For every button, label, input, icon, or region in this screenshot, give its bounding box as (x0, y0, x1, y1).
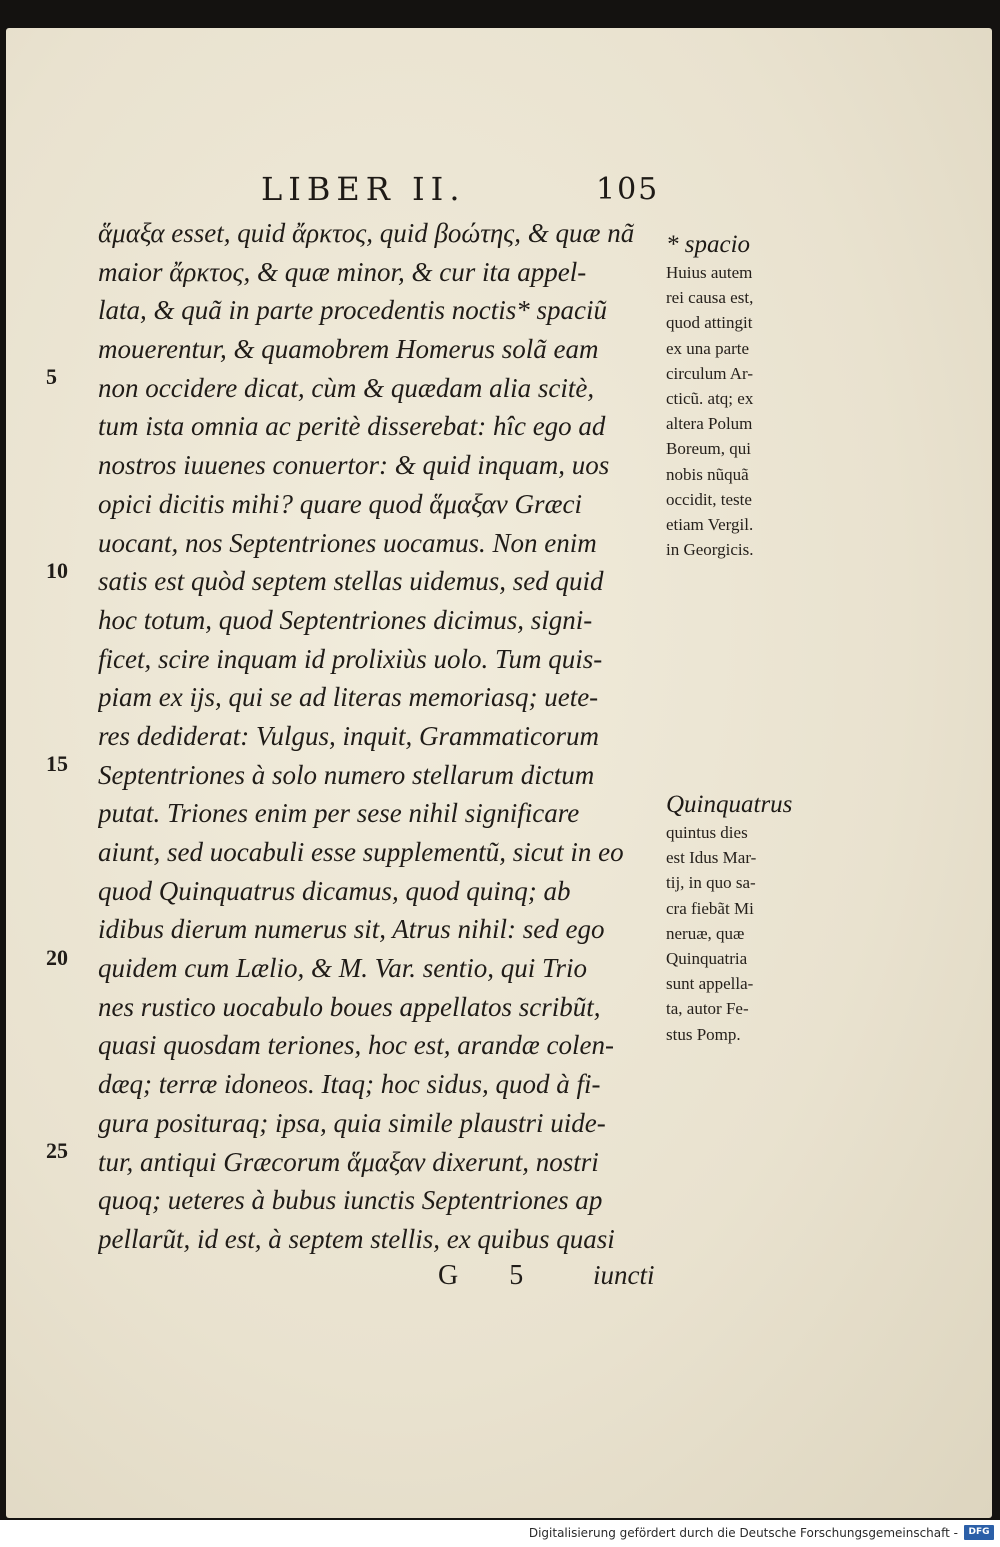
book-page (6, 28, 992, 1518)
margin-note-line: quintus dies (666, 823, 748, 842)
margin-note-line: nobis nũquã (666, 464, 749, 484)
margin-note-line: stus Pomp. (666, 1024, 741, 1044)
text-line: hoc totum, quod Septentriones dicimus, signi- (98, 604, 593, 635)
text-line: opici dicitis mihi? quare quod ἅμαξαν Græci (98, 488, 582, 519)
margin-note-line: cra fiebãt Mi (666, 898, 754, 918)
text-line: ficet, scire inquam id prolixiùs uolo. Tum quis- (98, 643, 603, 674)
text-line: aiunt, sed uocabuli esse supplementũ, sicut in eo (98, 837, 624, 867)
line-number: 15 (46, 751, 68, 776)
text-line: nes rustico uocabulo boues appellatos scribũt, (98, 991, 601, 1022)
text-line: putat. Triones enim per sese nihil significare (98, 798, 580, 829)
text-line: uocant, nos Septentriones uocamus. Non enim (98, 527, 597, 558)
margin-note-line: tij, in quo sa- (666, 873, 756, 893)
margin-note-line: in Georgicis. (666, 540, 754, 560)
margin-note-line: altera Polum (666, 414, 753, 434)
margin-note-line: neruæ, quæ (666, 923, 745, 943)
margin-note-line: ex una parte (666, 338, 750, 358)
signature-line (438, 1260, 673, 1300)
text-line: tur, antiqui Græcorum ἅμαξαν dixerunt, nostri (98, 1146, 599, 1177)
running-head: LIBER II. (261, 170, 466, 208)
text-line: satis est quòd septem stellas uidemus, sed quid (98, 566, 604, 597)
text-line: idibus dierum numerus sit, Atrus nihil: sed ego (98, 914, 605, 945)
margin-note-quinquatrus (666, 790, 826, 1047)
margin-note-line: cticũ. atq; ex (666, 389, 754, 409)
text-line: lata, & quã in parte procedentis noctis* spaciũ (98, 295, 607, 326)
line-number: 20 (46, 945, 68, 970)
margin-note-title: Quinquatrus (666, 791, 793, 818)
margin-note-line: ta, autor Fe- (666, 999, 749, 1019)
text-line: Septentriones à solo numero stellarum dictum (98, 759, 595, 790)
text-line: non occidere dicat, cùm & quædam alia scitè, (98, 372, 595, 403)
margin-note-line: etiam Vergil. (666, 515, 754, 535)
text-line: tum ista omnia ac peritè disserebat: hîc ego ad (98, 411, 606, 442)
text-line: quoq; ueteres à bubus iunctis Septentriones ap (98, 1185, 603, 1216)
margin-note-line: quod attingit (666, 313, 753, 333)
text-line: mouerentur, & quamobrem Homerus solã eam (98, 334, 599, 365)
signature-mark: G 5 (438, 1260, 546, 1291)
margin-note-title: * spacio (666, 231, 751, 258)
line-number: 25 (46, 1138, 68, 1163)
text-line: res dediderat: Vulgus, inquit, Grammaticorum (98, 720, 599, 751)
margin-note-line: circulum Ar- (666, 363, 753, 383)
margin-note-line: Quinquatria (666, 949, 748, 969)
margin-note-spacio (666, 230, 826, 562)
dfg-logo: DFG (964, 1525, 994, 1540)
margin-note-line: occidit, teste (666, 489, 752, 509)
margin-note-line: Huius autem (666, 263, 753, 282)
text-line: gura posituraq; ipsa, quia simile plaustri uide- (98, 1107, 606, 1138)
margin-note-line: est Idus Mar- (666, 848, 757, 868)
text-line: nostros iuuenes conuertor: & quid inquam, uos (98, 450, 610, 481)
page-header (261, 170, 661, 210)
text-line: ἅμαξα esset, quid ἄρκτος, quid βοώτης, & quæ nã (98, 218, 635, 248)
text-line: dæq; terræ idoneos. Itaq; hoc sidus, quod à fi- (98, 1069, 601, 1100)
margin-note-line: rei causa est, (666, 288, 754, 308)
text-line: quidem cum Lælio, & M. Var. sentio, qui Trio (98, 953, 588, 984)
text-line: piam ex ijs, qui se ad literas memoriasq; uete- (98, 682, 599, 713)
catchword: iuncti (593, 1260, 655, 1290)
text-line: quod Quinquatrus dicamus, quod quinq; ab (98, 875, 571, 906)
footer-credit: Digitalisierung gefördert durch die Deutsche Forschungsgemeinschaft - (528, 1526, 958, 1540)
text-line: quasi quosdam teriones, hoc est, arandæ colen- (98, 1030, 614, 1061)
text-line: maior ἄρκτος, & quæ minor, & cur ita appel- (98, 256, 587, 287)
line-number: 10 (46, 558, 68, 583)
margin-note-line: Boreum, qui (666, 439, 751, 459)
main-text-block (98, 214, 668, 1259)
text-line: pellarũt, id est, à septem stellis, ex quibus quasi (98, 1223, 615, 1254)
page-number: 105 (596, 172, 660, 207)
line-number: 5 (46, 364, 57, 389)
footer-bar (0, 1520, 1000, 1547)
margin-note-line: sunt appella- (666, 974, 754, 994)
